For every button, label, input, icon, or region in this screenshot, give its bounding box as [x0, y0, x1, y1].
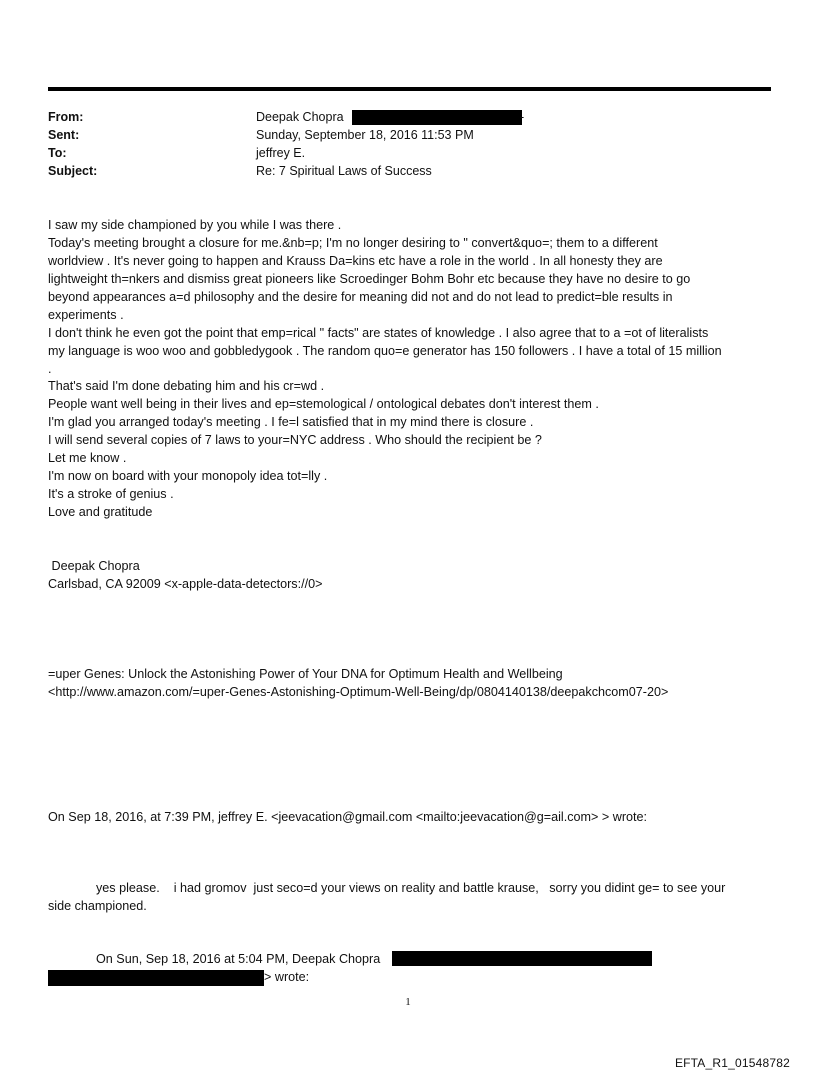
redaction-email	[392, 951, 652, 966]
signature-name: Deepak Chopra	[48, 559, 140, 573]
body-line: I saw my side championed by you while I was there .	[48, 218, 342, 232]
to-value: jeffrey E.	[256, 146, 306, 160]
body-line: I'm glad you arranged today's meeting . I fe=l satisfied that in my mind there is closure .	[48, 415, 534, 429]
quote-attribution: On Sep 18, 2016, at 7:39 PM, jeffrey E. <jeevacation@gmail.com <mailto:jeevacation@g=ail.com> > wrote:	[48, 810, 648, 824]
from-trailing: -	[520, 110, 525, 124]
header-rule	[48, 87, 771, 91]
body-line: I'm now on board with your monopoly idea tot=lly .	[48, 469, 328, 483]
body-line: experiments .	[48, 308, 124, 322]
body-line: Love and gratitude	[48, 505, 153, 519]
quote-line: side championed.	[48, 899, 147, 913]
signature-address: Carlsbad, CA 92009 <x-apple-data-detectors://0>	[48, 577, 323, 591]
redaction-email	[48, 970, 264, 986]
body-line: People want well being in their lives and ep=stemological / ontological debates don't interest them .	[48, 397, 599, 411]
from-label: From:	[48, 110, 84, 124]
quote-attribution: On Sun, Sep 18, 2016 at 5:04 PM, Deepak Chopra	[96, 952, 381, 966]
subject-label: Subject:	[48, 164, 98, 178]
body-line: beyond appearances a=d philosophy and the desire for meaning did not and do not lead to predict=ble results in	[48, 290, 673, 304]
document-id: EFTA_R1_01548782	[674, 1056, 790, 1070]
body-line: my language is woo woo and gobbledygook . The random quo=e generator has 150 followers . I have a total of 15 million	[48, 344, 722, 358]
quote-line: yes please. i had gromov just seco=d your views on reality and battle krause, sorry you didint ge= to see your	[96, 881, 726, 895]
body-line: worldview . It's never going to happen and Krauss Da=kins etc have a role in the world . In all honesty they are	[48, 254, 663, 268]
sent-label: Sent:	[48, 128, 80, 142]
body-line: I don't think he even got the point that emp=rical " facts" are states of knowledge . I also agree that to a =ot of literalists	[48, 326, 709, 340]
body-line: Let me know .	[48, 451, 127, 465]
body-line: That's said I'm done debating him and his cr=wd .	[48, 379, 325, 393]
body-line: I will send several copies of 7 laws to your=NYC address . Who should the recipient be ?	[48, 433, 542, 447]
sent-value: Sunday, September 18, 2016 11:53 PM	[256, 128, 474, 142]
body-line: lightweight th=nkers and dismiss great pioneers like Scroedinger Bohm Bohr etc because they have no desire to go	[48, 272, 691, 286]
body-line: Today's meeting brought a closure for me.&nb=p; I'm no longer desiring to " convert&quo=; them to a different	[48, 236, 658, 250]
page-number: 1	[405, 996, 411, 1008]
book-link[interactable]: <http://www.amazon.com/=uper-Genes-Astonishing-Optimum-Well-Being/dp/0804140138/deepakchcom07-20>	[48, 685, 669, 699]
redaction-from-email	[352, 110, 525, 125]
body-line: It's a stroke of genius .	[48, 487, 174, 501]
body-line: .	[48, 362, 52, 376]
subject-value: Re: 7 Spiritual Laws of Success	[256, 164, 432, 178]
book-title: =uper Genes: Unlock the Astonishing Power of Your DNA for Optimum Health and Wellbeing	[48, 667, 563, 681]
quote-wrote: > wrote:	[264, 970, 310, 984]
to-label: To:	[48, 146, 67, 160]
from-value: Deepak Chopra	[256, 110, 344, 124]
